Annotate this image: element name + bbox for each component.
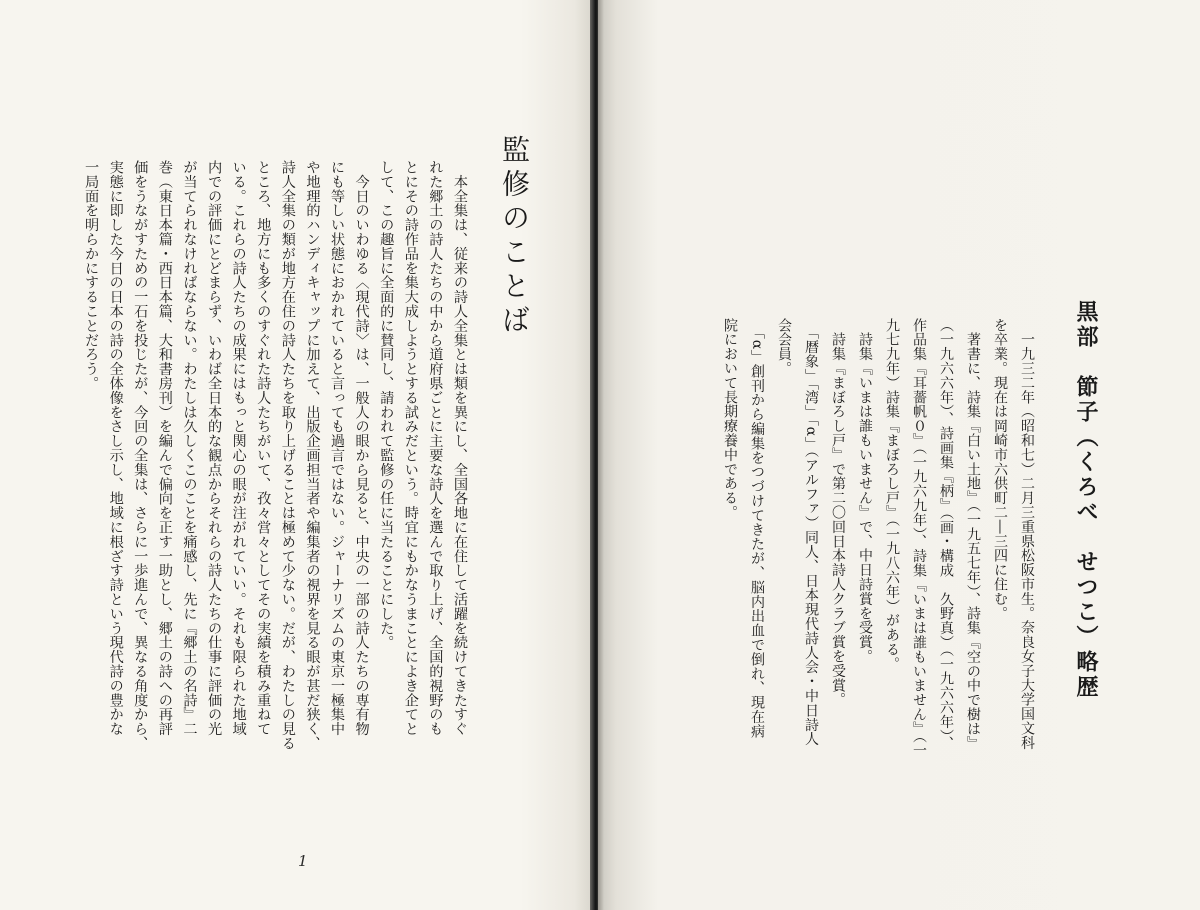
essay-line: れた郷土の詩人たちの中から道府県ごとに主要な詩人を選んで取り上げ、全国的視野のも <box>427 160 444 736</box>
bio-line: を卒業。現在は岡崎市六供町二―三四に住む。 <box>992 318 1008 621</box>
bio-line: 作品集『耳薔帆０』（一九六九年）、詩集『いまは誰もいません』（一 <box>911 318 927 758</box>
page-number: 1 <box>298 852 308 870</box>
bio-body <box>716 318 1040 758</box>
bio-line: 院において長期療養中である。 <box>722 318 738 520</box>
bio-heading-suffix: 略歴 <box>1073 650 1099 700</box>
essay-line: 実態に即した今日の日本の詩の全体像をさし示し、地域に根ざす詩という現代詩の豊かな <box>107 160 124 736</box>
bio-line: 九七九年）詩集『まぼろし戸』（一九八六年）がある。 <box>884 318 900 671</box>
page-curl-shadow <box>598 0 604 910</box>
essay-line: 一局面を明らかにすることだろう。 <box>83 160 100 391</box>
essay-line: とにその詩作品を集大成しようとする試みだという。時宜にもかなうまことによき企てと <box>402 160 419 736</box>
author-reading: （くろべ せつこ） <box>1073 425 1099 650</box>
essay-line: ところ、地方にも多くのすぐれた詩人たちがいて、孜々営々としてその実績を積み重ねて <box>255 160 272 736</box>
essay-line: 本全集は、従来の詩人全集とは類を異にし、全国各地に在住して活躍を続けてきたすぐ <box>452 160 468 736</box>
essay-line: 巻（東日本篇・西日本篇、大和書房刊）を編んで偏向を正す一助とし、郷土の詩への再評 <box>156 160 173 736</box>
essay-body <box>79 160 473 770</box>
author-name: 黒部 節子 <box>1073 300 1099 425</box>
essay-line: にも等しい状態におかれていると言っても過言ではない。ジャーナリズムの東京一極集中 <box>329 160 346 736</box>
essay-line: が当てられなければならない。わたしは久しくこのことを痛感し、先に『郷土の名詩』二 <box>181 160 198 736</box>
bio-line: 著書に、詩集『白い土地』（一九五七年）、詩集『空の中で樹は』 <box>965 318 981 751</box>
right-page <box>598 0 1200 910</box>
bio-heading <box>1071 300 1102 700</box>
bio-line: 詩集『まぼろし戸』で第二〇回日本詩人クラブ賞を受賞。 <box>830 318 846 707</box>
bio-line: 詩集『いまは誰もいません』で、中日詩賞を受賞。 <box>857 318 873 664</box>
bio-line: 一九三二年（昭和七）二月三重県松阪市生。奈良女子大学国文科 <box>1019 318 1035 750</box>
bio-line: 会会員。 <box>776 318 792 376</box>
essay-line: して、この趣旨に全面的に賛同し、請われて監修の任に当たることにした。 <box>378 160 395 650</box>
essay-line: や地理的ハンディキャップに加えて、出版企画担当者や編集者の視界を見る眼が甚だ狭く、 <box>304 160 321 751</box>
bio-line: （一九六六年）、詩画集『柄』（画・構成 久野真）（一九六六年）、 <box>938 318 954 751</box>
essay-line: 内での評価にとどまらず、いわば全日本的な観点からそれらの詩人たちの仕事に評価の光 <box>206 160 223 736</box>
bio-line: 「暦象」「湾」「α」（アルファ）同人、日本現代詩人会・中日詩人 <box>803 318 819 747</box>
essay-line: いる。これらの詩人たちの成果にはもっと関心の眼が注がれていい。それも限られた地域 <box>230 160 247 736</box>
essay-line: 今日のいわゆる〈現代詩〉は、一般人の眼から見ると、中央の一部の詩人たちの専有物 <box>353 160 370 736</box>
bio-line: 「α」創刊から編集をつづけてきたが、脳内出血で倒れ、現在病 <box>749 318 765 739</box>
essay-title: 監修のことば <box>498 135 531 339</box>
left-page <box>0 0 592 910</box>
essay-line: 価をうながすための一石を投じたが、今回の全集は、さらに一歩進んで、異なる角度から、 <box>132 160 149 751</box>
essay-line: 詩人全集の類が地方在住の詩人たちを取り上げることは極めて少ない。だが、わたしの見る <box>279 160 296 751</box>
